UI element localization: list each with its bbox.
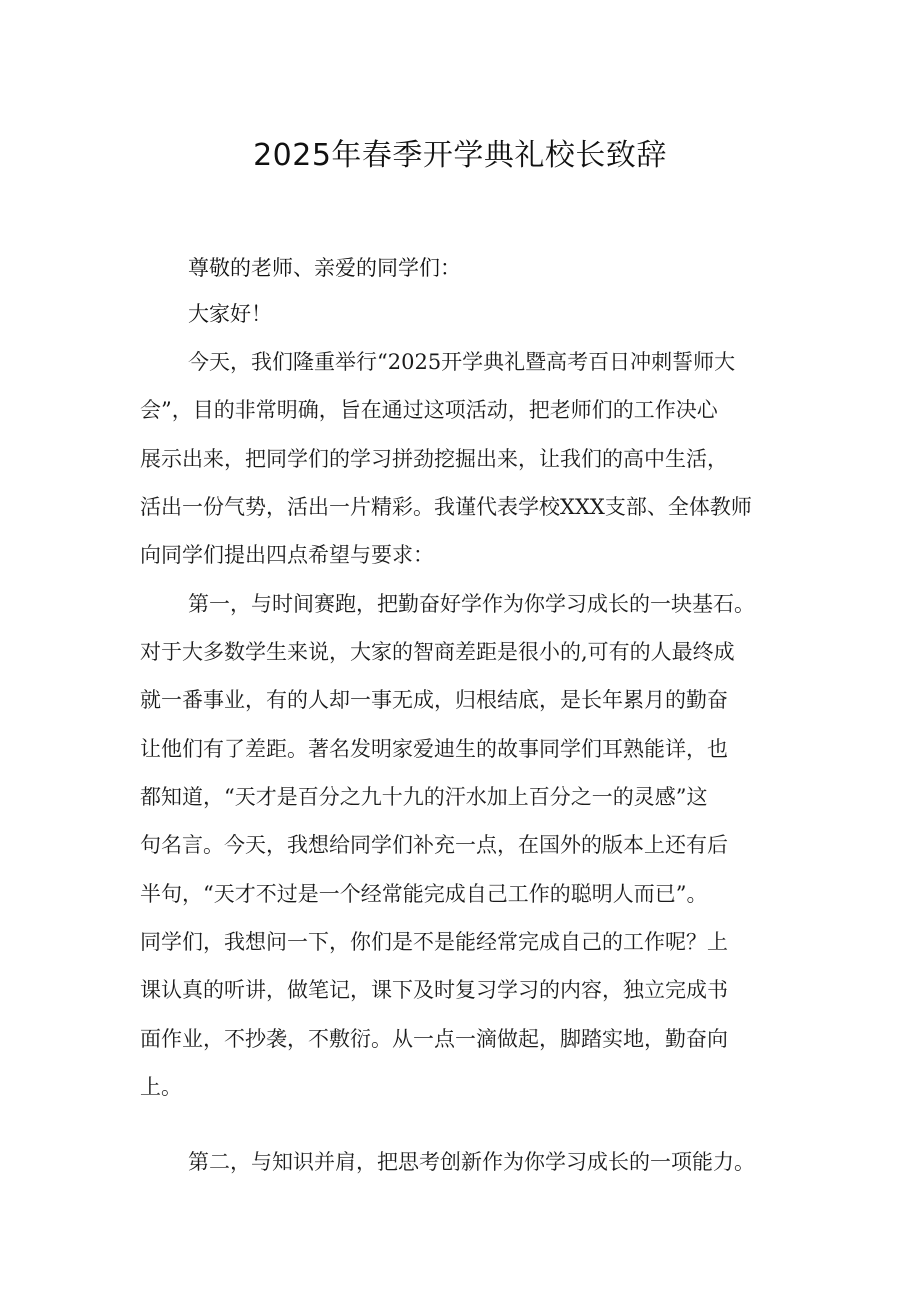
body-line: 第一，与时间赛跑，把勤奋好学作为你学习成长的一块基石。 xyxy=(188,592,755,616)
body-line: 让他们有了差距。著名发明家爱迪生的故事同学们耳熟能详，也 xyxy=(140,737,728,761)
body-line: 向同学们提出四点希望与要求： xyxy=(140,543,434,567)
greeting: 大家好！ xyxy=(188,302,272,326)
body-line: 展示出来，把同学们的学习拼劲挖掘出来，让我们的高中生活， xyxy=(140,447,728,471)
salutation: 尊敬的老师、亲爱的同学们： xyxy=(188,256,461,280)
body-line: 句名言。今天，我想给同学们补充一点，在国外的版本上还有后 xyxy=(140,833,728,857)
body-line: 第二，与知识并肩，把思考创新作为你学习成长的一项能力。 xyxy=(188,1150,755,1174)
body-line: 就一番事业，有的人却一事无成，归根结底，是长年累月的勤奋 xyxy=(140,688,728,712)
body-line: 会”，目的非常明确，旨在通过这项活动，把老师们的工作决心 xyxy=(140,398,718,422)
body-line: 同学们，我想问一下，你们是不是能经常完成自己的工作呢？上 xyxy=(140,930,728,954)
body-line: 课认真的听讲，做笔记，课下及时复习学习的内容，独立完成书 xyxy=(140,978,728,1002)
body-line: 对于大多数学生来说，大家的智商差距是很小的,可有的人最终成 xyxy=(140,640,735,664)
body-line: 活出一份气势，活出一片精彩。我谨代表学校XXX支部、全体教师 xyxy=(140,495,752,519)
body-line: 上。 xyxy=(140,1075,182,1099)
body-line: 今天，我们隆重举行“2025开学典礼暨高考百日冲刺誓师大 xyxy=(188,350,736,374)
body-line: 面作业，不抄袭，不敷衍。从一点一滴做起，脚踏实地，勤奋向 xyxy=(140,1027,728,1051)
body-line: 半句，“天才不过是一个经常能完成自己工作的聪明人而已”。 xyxy=(140,882,708,906)
document-title: 2025年春季开学典礼校长致辞 xyxy=(253,138,667,173)
body-line: 都知道，“天才是百分之九十九的汗水加上百分之一的灵感”这 xyxy=(140,785,708,809)
